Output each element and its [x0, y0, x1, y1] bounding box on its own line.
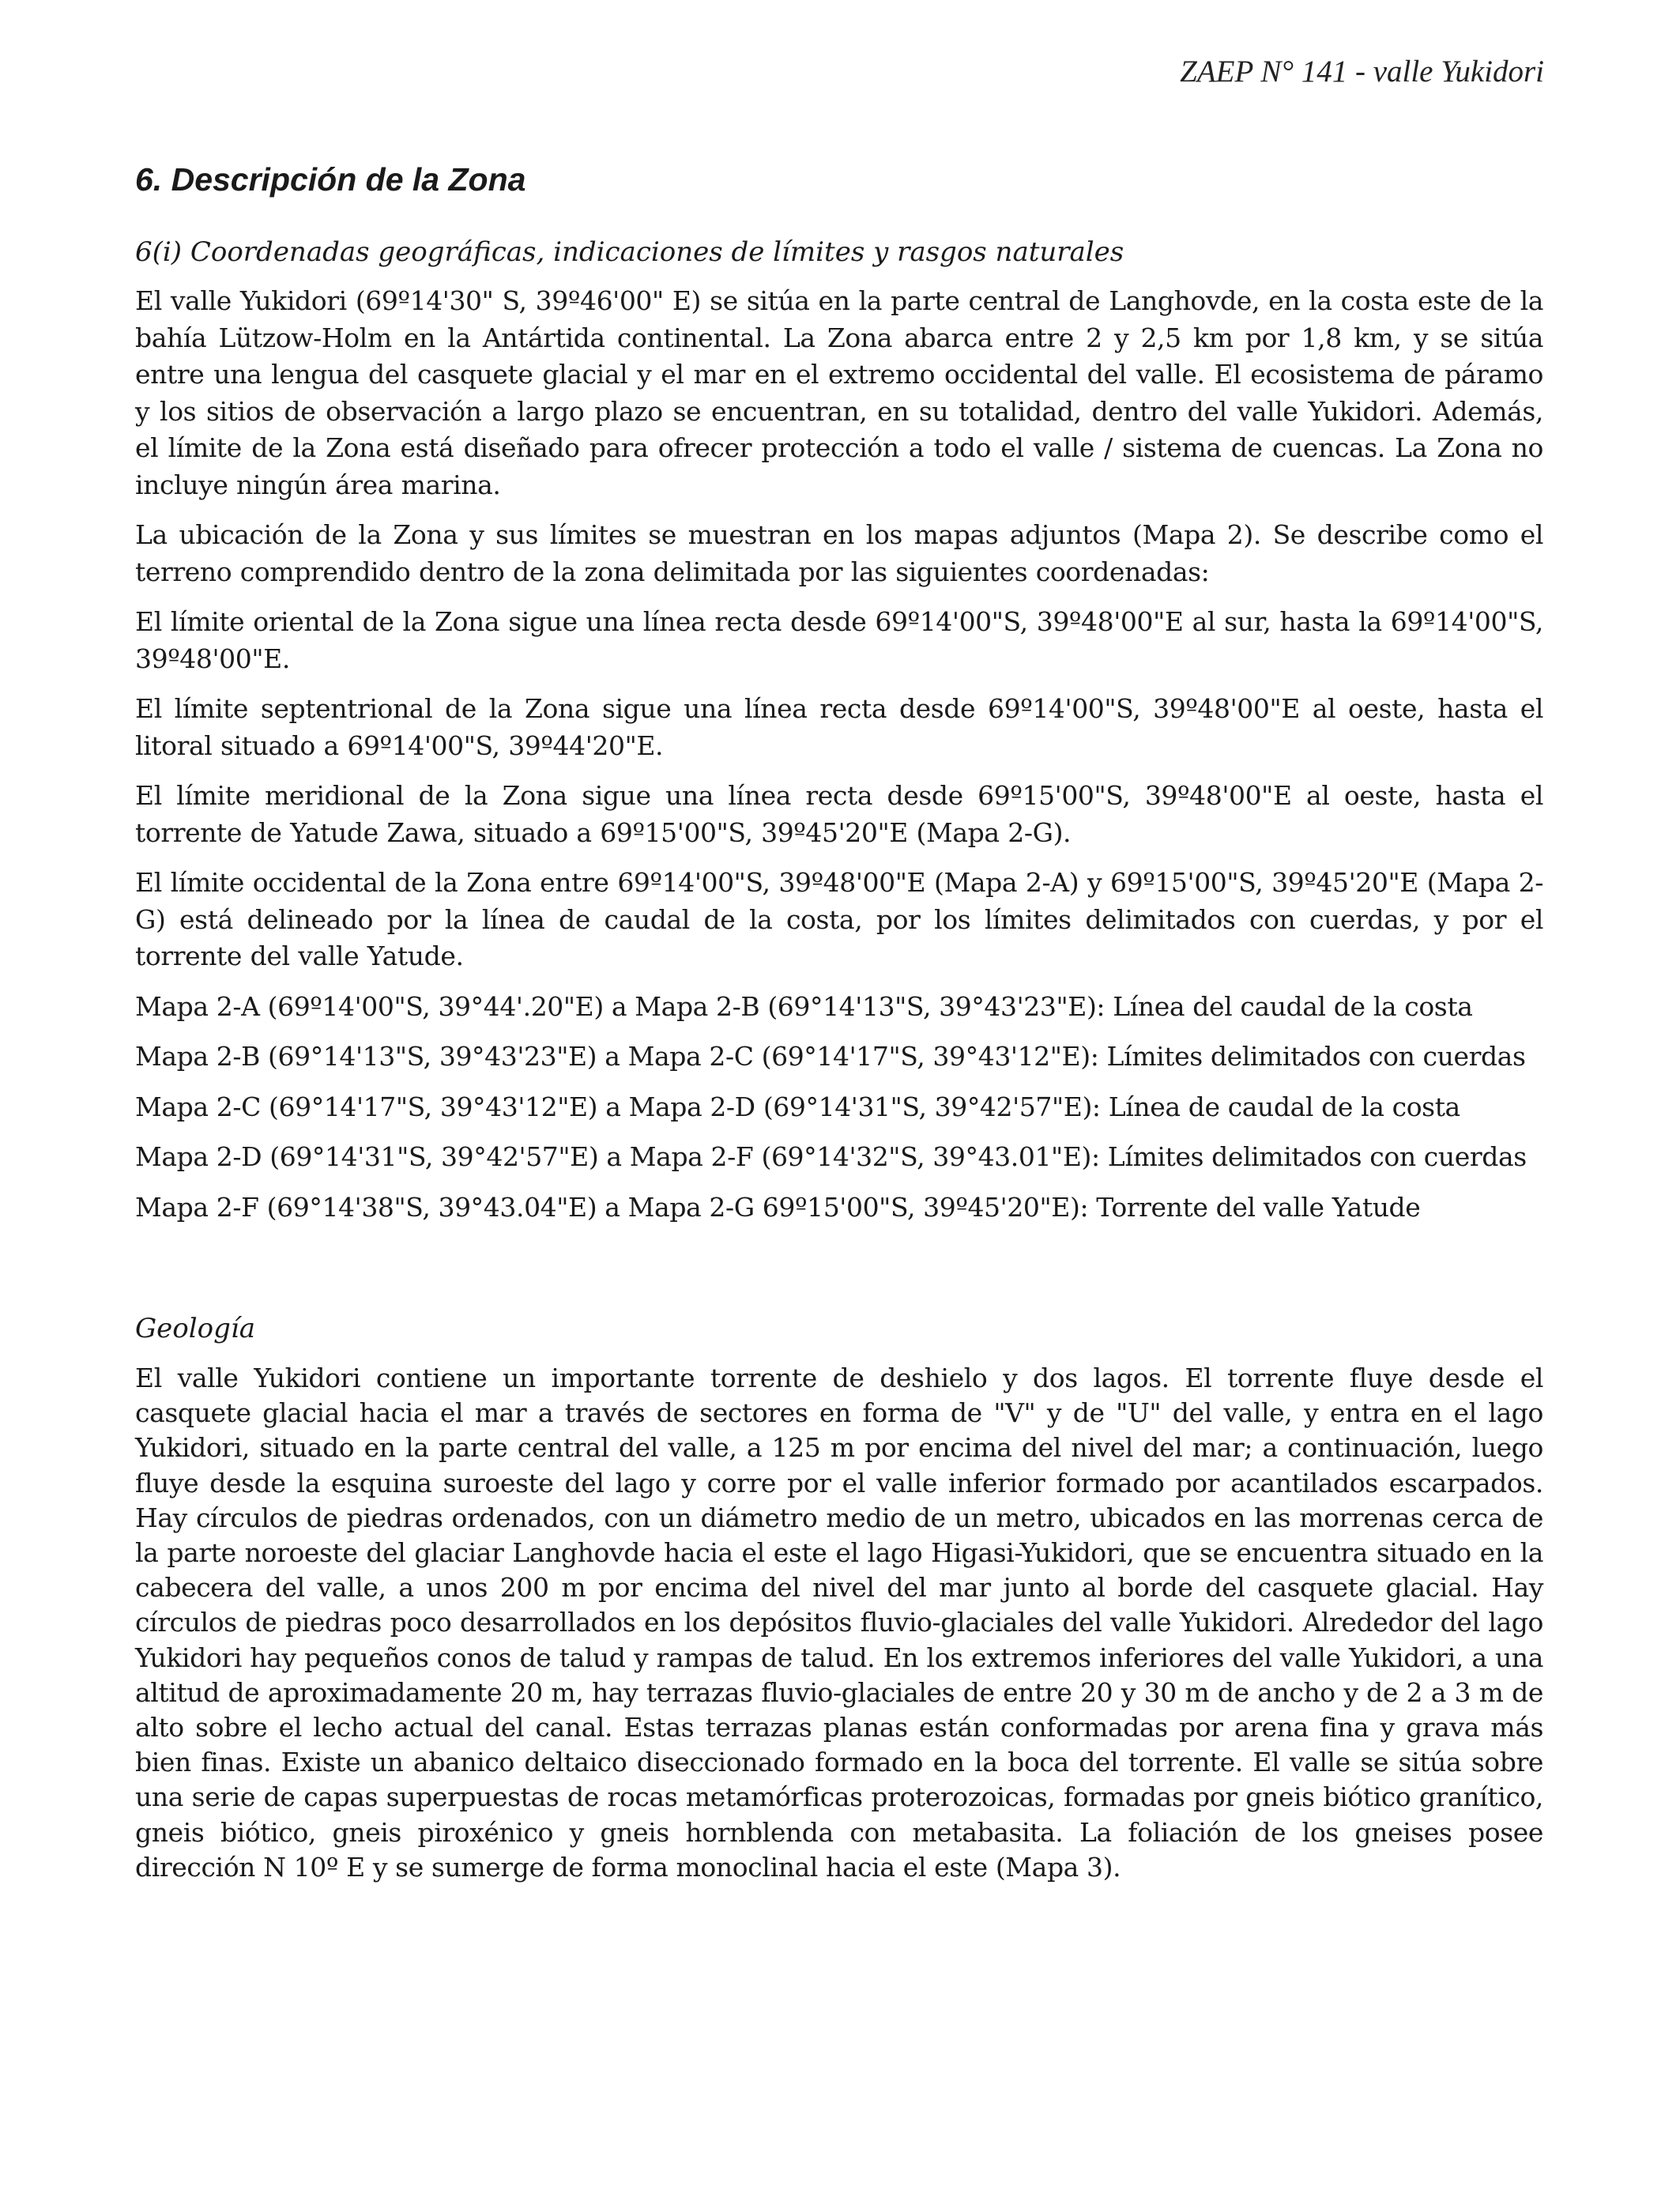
map-segment-f-g: Mapa 2-F (69°14'38"S, 39°43.04"E) a Mapa 2-G 69º15'00"S, 39º45'20"E): Torrente del valle Yatude [135, 1191, 1421, 1223]
paragraph-eastern-boundary: El límite oriental de la Zona sigue una línea recta desde 69º14'00"S, 39º48'00"E al sur, hasta la 69º14'00"S, 39º48'00"E. [135, 606, 1543, 674]
subsection-heading: 6(i) Coordenadas geográficas, indicaciones de límites y rasgos naturales [135, 236, 1124, 268]
map-segment-d-f: Mapa 2-D (69°14'31"S, 39°42'57"E) a Mapa 2-F (69°14'32"S, 39°43.01"E): Límites delimitados con cuerdas [135, 1141, 1527, 1172]
paragraph-maps-intro: La ubicación de la Zona y sus límites se muestran en los mapas adjuntos (Mapa 2). Se describe como el terreno comprendido dentro de la zona delimitada por las siguientes coordenadas: [135, 519, 1543, 587]
paragraph-western-boundary: El límite occidental de la Zona entre 69º14'00"S, 39º48'00"E (Mapa 2-A) y 69º15'00"S, 39º45'20"E (Mapa 2-G) está delineado por la línea de caudal de la costa, por los límites delimitados con cuerdas, y por el torrente del valle Yatude. [135, 867, 1543, 971]
geology-heading: Geología [135, 1313, 256, 1344]
section-spacer [135, 1239, 1543, 1310]
paragraph-location: El valle Yukidori (69º14'30" S, 39º46'00" E) se sitúa en la parte central de Langhovde, en la costa este de la bahía Lützow-Holm en la Antártida continental. La Zona abarca entre 2 y 2,5 km por 1,8 km, y se sitúa entre una lengua del casquete glacial y el mar en el extremo occidental del valle. El ecosistema de páramo y los sitios de observación a largo plazo se encuentran, en su totalidad, dentro del valle Yukidori. Además, el límite de la Zona está diseñado para ofrecer protección a todo el valle / sistema de cuencas. La Zona no incluye ningún área marina. [135, 285, 1543, 500]
geology-paragraph: El valle Yukidori contiene un importante torrente de deshielo y dos lagos. El torrente fluye desde el casquete glacial hacia el mar a través de sectores en forma de "V" y de "U" del valle, y entra en el lago Yukidori, situado en la parte central del valle, a 125 m por encima del nivel del mar; a continuación, luego fluye desde la esquina suroeste del lago y corre por el valle inferior formado por acantilados escarpados. Hay círculos de piedras ordenados, con un diámetro medio de un metro, ubicados en las morrenas cerca de la parte noroeste del glaciar Langhovde hacia el este el lago Higasi-Yukidori, que se encuentra situado en la cabecera del valle, a unos 200 m por encima del nivel del mar junto al borde del casquete glacial. Hay círculos de piedras poco desarrollados en los depósitos fluvio-glaciales del valle Yukidori. Alrededor del lago Yukidori hay pequeños conos de talud y rampas de talud. En los extremos inferiores del valle Yukidori, a una altitud de aproximadamente 20 m, hay terrazas fluvio-glaciales de entre 20 y 30 m de ancho y de 2 a 3 m de alto sobre el lecho actual del canal. Estas terrazas planas están conformadas por arena fina y grava más bien finas. Existe un abanico deltaico diseccionado formado en la boca del torrente. El valle se sitúa sobre una serie de capas superpuestas de rocas metamórficas proterozoicas, formadas por gneis biótico granítico, gneis biótico, gneis piroxénico y gneis hornblenda con metabasita. La foliación de los gneises posee dirección N 10º E y se sumerge de forma monoclinal hacia el este (Mapa 3). [135, 1363, 1543, 1883]
paragraph-southern-boundary: El límite meridional de la Zona sigue una línea recta desde 69º15'00"S, 39º48'00"E al oeste, hasta el torrente de Yatude Zawa, situado a 69º15'00"S, 39º45'20"E (Mapa 2-G). [135, 780, 1543, 848]
map-segment-b-c: Mapa 2-B (69°14'13"S, 39°43'23"E) a Mapa 2-C (69°14'17"S, 39°43'12"E): Límites delimitados con cuerdas [135, 1041, 1526, 1072]
running-header: ZAEP N° 141 - valle Yukidori [1180, 55, 1544, 89]
map-segment-c-d: Mapa 2-C (69°14'17"S, 39°43'12"E) a Mapa 2-D (69°14'31"S, 39°42'57"E): Línea de caudal de la costa [135, 1091, 1460, 1122]
page-content [135, 156, 1543, 1885]
section-heading: 6. Descripción de la Zona [135, 161, 526, 198]
paragraph-northern-boundary: El límite septentrional de la Zona sigue una línea recta desde 69º14'00"S, 39º48'00"E al oeste, hasta el litoral situado a 69º14'00"S, 39º44'20"E. [135, 693, 1543, 761]
map-segment-a-b: Mapa 2-A (69º14'00"S, 39°44'.20"E) a Mapa 2-B (69°14'13"S, 39°43'23"E): Línea del caudal de la costa [135, 990, 1473, 1022]
